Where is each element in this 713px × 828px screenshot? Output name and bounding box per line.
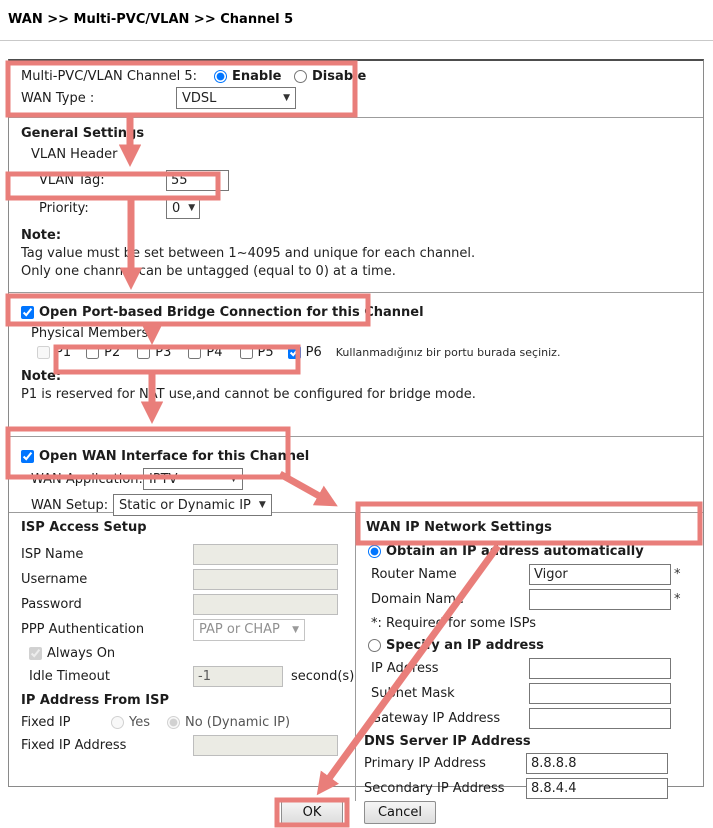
isp-access-heading: ISP Access Setup <box>21 520 147 535</box>
wan-ip-heading: WAN IP Network Settings <box>366 520 552 535</box>
disable-label: Disable <box>312 69 367 84</box>
note-line: P1 is reserved for NAT use,and cannot be configured for bridge mode. <box>21 387 476 402</box>
port-p6-checkbox[interactable] <box>288 346 301 359</box>
ppp-authentication-select[interactable]: PAP or CHAP ▼ <box>193 619 305 641</box>
port-p6-label: P6 <box>305 345 322 360</box>
general-settings-heading: General Settings <box>21 126 145 141</box>
fixed-ip-yes-radio[interactable] <box>111 716 124 729</box>
secondary-dns-input[interactable] <box>526 778 668 799</box>
vlan-tag-label: VLAN Tag: <box>39 173 105 188</box>
always-on-checkbox[interactable] <box>29 647 42 660</box>
ip-from-isp-heading: IP Address From ISP <box>21 692 169 708</box>
port-hint-text: Kullanmadığınız bir portu burada seçiniz. <box>335 346 561 359</box>
note-line: Tag value must be set between 1~4095 and unique for each channel. <box>21 246 476 261</box>
fixed-ip-address-input[interactable] <box>193 735 338 756</box>
port-p3-label: P3 <box>155 345 172 360</box>
password-input[interactable] <box>193 594 338 615</box>
router-name-label: Router Name <box>371 567 457 582</box>
priority-label: Priority: <box>39 200 89 216</box>
username-label: Username <box>21 572 88 587</box>
cancel-button[interactable]: Cancel <box>364 801 436 824</box>
idle-timeout-input[interactable] <box>193 666 283 687</box>
bridge-title: Open Port-based Bridge Connection for this Channel <box>39 305 424 320</box>
gateway-ip-label: Gateway IP Address <box>371 711 501 726</box>
wan-application-label: WAN Application: <box>31 471 143 487</box>
note-line: Only one channel can be untagged (equal to 0) at a time. <box>21 264 396 279</box>
required-star: * <box>674 567 681 582</box>
enable-radio[interactable] <box>214 70 227 83</box>
dropdown-arrow-icon: ▼ <box>188 203 196 213</box>
fixed-ip-no-label: No (Dynamic IP) <box>185 714 291 730</box>
port-p4-checkbox[interactable] <box>188 346 201 359</box>
secondary-dns-label: Secondary IP Address <box>364 781 505 796</box>
wan-type-select[interactable]: VDSL ▼ <box>176 87 296 109</box>
domain-name-label: Domain Name <box>371 592 464 607</box>
wan-application-select[interactable]: IPTV ▼ <box>143 468 243 490</box>
disable-radio[interactable] <box>294 70 307 83</box>
specify-ip-radio[interactable] <box>368 639 381 652</box>
always-on-label: Always On <box>47 645 116 661</box>
domain-name-input[interactable] <box>529 589 671 610</box>
general-settings-section <box>9 126 703 293</box>
vlan-tag-input[interactable] <box>166 170 229 191</box>
channel-label: Multi-PVC/VLAN Channel 5: <box>21 69 197 84</box>
obtain-ip-label: Obtain an IP address automatically <box>386 543 644 559</box>
isp-access-setup-column <box>9 513 356 801</box>
ppp-authentication-label: PPP Authentication <box>21 622 145 637</box>
note-heading: Note: <box>21 228 62 243</box>
isp-and-wanip-section <box>9 513 703 801</box>
ip-address-label: IP Address <box>371 661 439 676</box>
port-p1-checkbox[interactable] <box>37 346 50 359</box>
wan-type-label: WAN Type : <box>21 90 95 106</box>
ok-button[interactable]: OK <box>281 801 343 824</box>
subnet-mask-input[interactable] <box>529 683 671 704</box>
bridge-section <box>9 303 703 437</box>
port-p4-label: P4 <box>206 345 223 360</box>
breadcrumb: WAN >> Multi-PVC/VLAN >> Channel 5 <box>8 12 294 27</box>
port-p2-label: P2 <box>104 345 121 360</box>
divider <box>0 40 713 41</box>
subnet-mask-label: Subnet Mask <box>371 686 455 701</box>
required-note: *: Required for some ISPs <box>371 615 537 631</box>
dropdown-arrow-icon: ▼ <box>292 624 299 635</box>
idle-timeout-unit: second(s) <box>291 669 355 684</box>
password-label: Password <box>21 597 82 612</box>
ip-address-input[interactable] <box>529 658 671 679</box>
isp-name-label: ISP Name <box>21 547 84 562</box>
specify-ip-label: Specify an IP address <box>386 637 544 653</box>
enable-label: Enable <box>232 69 282 84</box>
dropdown-arrow-icon: ▼ <box>230 474 237 484</box>
port-p5-checkbox[interactable] <box>240 346 253 359</box>
required-star: * <box>674 592 681 607</box>
vlan-header-label: VLAN Header <box>31 147 118 162</box>
wan-interface-checkbox[interactable] <box>21 450 34 463</box>
wan-ip-network-column <box>356 513 703 801</box>
port-p1-label: P1 <box>55 345 72 360</box>
physical-members-label: Physical Members <box>31 326 149 341</box>
wan-interface-title: Open WAN Interface for this Channel <box>39 449 310 464</box>
port-p5-label: P5 <box>257 345 274 360</box>
wan-interface-section <box>9 437 703 513</box>
obtain-ip-radio[interactable] <box>368 545 381 558</box>
fixed-ip-yes-label: Yes <box>129 714 150 730</box>
wan-setup-select[interactable]: Static or Dynamic IP ▼ <box>113 494 272 516</box>
router-name-input[interactable] <box>529 564 671 585</box>
port-p3-checkbox[interactable] <box>137 346 150 359</box>
idle-timeout-label: Idle Timeout <box>29 669 110 684</box>
channel-enable-section <box>9 61 703 118</box>
dropdown-arrow-icon: ▼ <box>258 500 266 510</box>
port-p2-checkbox[interactable] <box>86 346 99 359</box>
bridge-enable-checkbox[interactable] <box>21 306 34 319</box>
username-input[interactable] <box>193 569 338 590</box>
fixed-ip-address-label: Fixed IP Address <box>21 738 127 753</box>
dropdown-arrow-icon: ▼ <box>283 93 290 103</box>
primary-dns-label: Primary IP Address <box>364 756 486 771</box>
dns-heading: DNS Server IP Address <box>364 733 531 749</box>
isp-name-input[interactable] <box>193 544 338 565</box>
button-bar <box>0 801 713 824</box>
gateway-ip-input[interactable] <box>529 708 671 729</box>
fixed-ip-label: Fixed IP <box>21 714 71 730</box>
priority-select[interactable]: 0 ▼ <box>166 197 200 219</box>
fixed-ip-no-radio[interactable] <box>167 716 180 729</box>
settings-table <box>8 59 704 796</box>
primary-dns-input[interactable] <box>526 753 668 774</box>
wan-setup-label: WAN Setup: <box>31 497 109 513</box>
note-heading: Note: <box>21 369 62 384</box>
